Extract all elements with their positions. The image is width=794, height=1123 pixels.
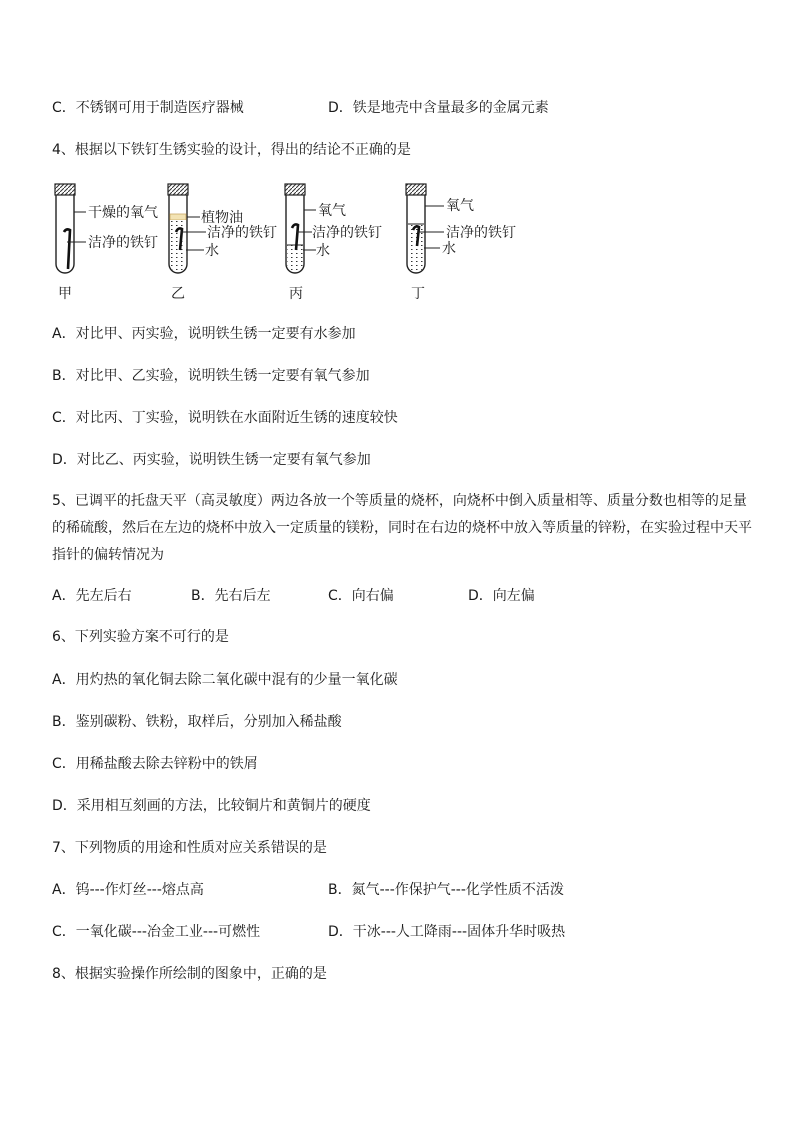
tube-ding-caption: 丁 (411, 286, 425, 302)
q7-option-a: A．钨---作灯丝---熔点高 (52, 882, 204, 898)
tube-bing-stopper (285, 184, 305, 195)
q4-option-b: B．对比甲、乙实验，说明铁生锈一定要有氧气参加 (52, 368, 370, 384)
q3-option-d: D．铁是地壳中含量最多的金属元素 (328, 100, 549, 116)
q4-option-a: A．对比甲、丙实验，说明铁生锈一定要有水参加 (52, 326, 356, 342)
q7-option-c: C．一氧化碳---冶金工业---可燃性 (52, 924, 261, 940)
tube-yi-label-nail: 洁净的铁钉 (207, 225, 277, 241)
q5-option-a: A．先左后右 (52, 588, 132, 604)
q7-option-d: D．干冰---人工降雨---固体升华时吸热 (328, 924, 566, 940)
q4-stem: 4、根据以下铁钉生锈实验的设计，得出的结论不正确的是 (52, 142, 411, 158)
q5-option-b: B．先右后左 (191, 588, 271, 604)
tube-yi (168, 184, 206, 273)
tube-ding (406, 184, 444, 273)
tube-jia-caption: 甲 (58, 286, 72, 302)
tube-yi-stopper (168, 184, 188, 195)
tube-bing-label-water: 水 (316, 243, 330, 259)
q6-option-b: B．鉴别碳粉、铁粉，取样后，分别加入稀盐酸 (52, 714, 342, 730)
tube-yi-label-water: 水 (205, 243, 219, 259)
tube-bing-label-oxygen: 氧气 (318, 203, 346, 219)
q6-option-a: A．用灼热的氧化铜去除二氧化碳中混有的少量一氧化碳 (52, 672, 398, 688)
q5-option-d: D．向左偏 (468, 588, 535, 604)
q4-option-c: C．对比丙、丁实验，说明铁在水面附近生锈的速度较快 (52, 410, 398, 426)
tube-jia-glass (56, 195, 74, 273)
q3-option-c: C．不锈钢可用于制造医疗器械 (52, 100, 244, 116)
tube-jia (55, 184, 86, 273)
q4-option-d: D．对比乙、丙实验，说明铁生锈一定要有氧气参加 (52, 452, 371, 468)
tube-yi-caption: 乙 (171, 286, 185, 302)
tube-ding-label-oxygen: 氧气 (446, 198, 474, 214)
tube-jia-label-oxygen: 干燥的氧气 (88, 205, 158, 221)
tube-bing-label-nail: 洁净的铁钉 (312, 225, 382, 241)
tube-ding-water (408, 224, 424, 272)
q6-option-d: D．采用相互刻画的方法，比较铜片和黄铜片的硬度 (52, 798, 371, 814)
tube-yi-label-oil: 植物油 (201, 210, 243, 226)
q5-stem: 5、已调平的托盘天平（高灵敏度）两边各放一个等质量的烧杯，向烧杯中倒入质量相等、质量分数也相等的足量的稀硫酸，然后在左边的烧杯中放入一定质量的镁粉，同时在右边的烧杯中放入等质量的锌粉，在实验过程中天平指针的偏转情况为 (52, 493, 752, 563)
tube-jia-stopper (55, 184, 75, 195)
tube-bing-caption: 丙 (289, 286, 303, 302)
q7-stem: 7、下列物质的用途和性质对应关系错误的是 (52, 840, 327, 856)
tube-ding-label-nail: 洁净的铁钉 (446, 225, 516, 241)
q6-stem: 6、下列实验方案不可行的是 (52, 629, 229, 645)
tube-yi-oil-layer (170, 214, 186, 220)
q7-option-b: B．氮气---作保护气---化学性质不活泼 (328, 882, 564, 898)
tube-jia-label-nail: 洁净的铁钉 (88, 235, 158, 251)
q6-option-c: C．用稀盐酸去除去锌粉中的铁屑 (52, 756, 258, 772)
tube-jia-nail (64, 229, 70, 269)
q5-option-c: C．向右偏 (328, 588, 394, 604)
tube-ding-label-water: 水 (442, 241, 456, 257)
tube-ding-stopper (406, 184, 426, 195)
q8-stem: 8、根据实验操作所绘制的图象中，正确的是 (52, 966, 327, 982)
